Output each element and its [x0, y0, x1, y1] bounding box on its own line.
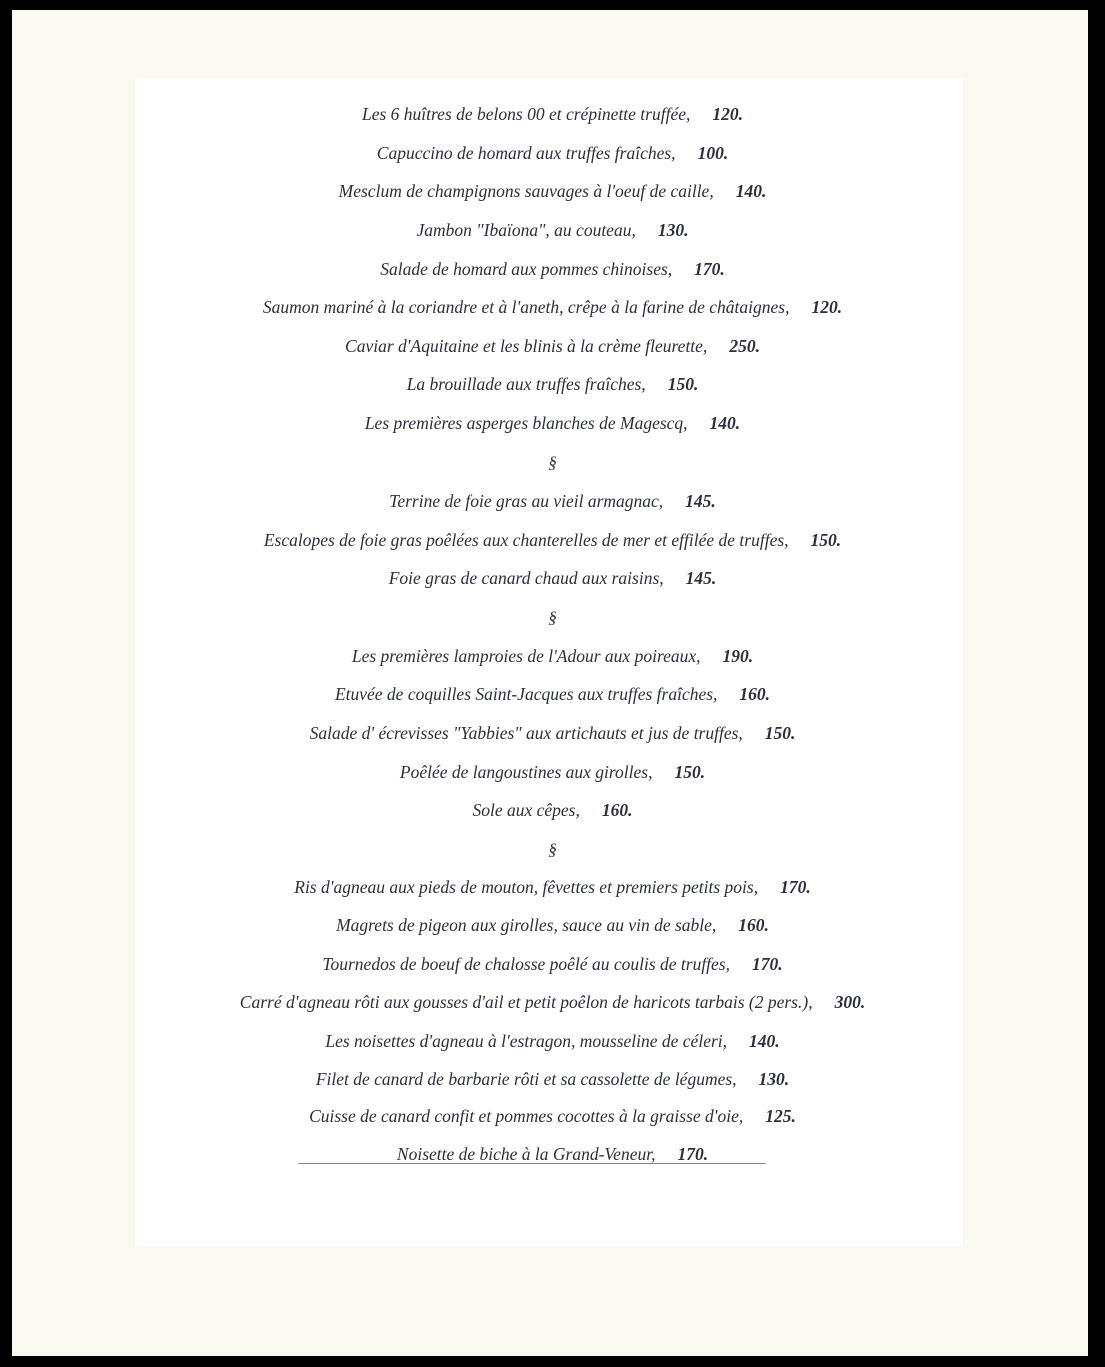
dish-price: 150. — [667, 374, 699, 394]
dish-price: 120. — [811, 297, 843, 317]
menu-item — [0, 914, 1105, 936]
dish-price: 120. — [712, 104, 743, 124]
dish-price: 250. — [729, 336, 760, 356]
menu-item — [0, 991, 1105, 1013]
menu-item — [0, 335, 1105, 357]
dish-name: Ris d'agneau aux pieds de mouton, fêvettes et premiers petits pois, — [294, 877, 759, 897]
dish-name: Cuisse de canard confit et pommes cocottes à la graisse d'oie, — [309, 1106, 744, 1126]
closing-rule — [298, 1163, 766, 1164]
menu-item — [0, 180, 1105, 202]
dish-price: 150. — [674, 762, 706, 782]
menu-item — [0, 683, 1105, 705]
menu-item — [0, 799, 1105, 821]
dish-name: Caviar d'Aquitaine et les blinis à la crème fleurette, — [345, 336, 708, 356]
dish-price: 160. — [601, 800, 633, 820]
menu-item — [0, 219, 1105, 241]
dish-name: La brouillade aux truffes fraîches, — [406, 374, 646, 394]
dish-name: Les premières asperges blanches de Magescq, — [364, 413, 688, 433]
dish-name: Terrine de foie gras au vieil armagnac, — [389, 491, 664, 511]
menu-item — [0, 529, 1105, 551]
dish-name: Tournedos de boeuf de chalosse poêlé au coulis de truffes, — [322, 954, 730, 974]
dish-price: 160. — [738, 915, 769, 935]
section-separator: § — [548, 608, 557, 627]
dish-price: 130. — [657, 220, 689, 240]
dish-price: 160. — [739, 684, 771, 704]
dish-price: 145. — [685, 568, 717, 588]
menu-item — [0, 1143, 1105, 1165]
menu-item — [0, 761, 1105, 783]
dish-name: Mesclum de champignons sauvages à l'oeuf de caille, — [338, 181, 714, 201]
dish-price: 170. — [694, 259, 725, 279]
dish-price: 170. — [752, 954, 783, 974]
dish-price: 150. — [764, 723, 796, 743]
dish-price: 300. — [834, 992, 866, 1012]
menu-item — [0, 412, 1105, 434]
dish-name: Escalopes de foie gras poêlées aux chanterelles de mer et effilée de truffes, — [263, 530, 789, 550]
dish-price: 125. — [765, 1106, 796, 1126]
dish-name: Poêlée de langoustines aux girolles, — [399, 762, 653, 782]
dish-name: Saumon mariné à la coriandre et à l'aneth, crêpe à la farine de châtaignes, — [262, 297, 790, 317]
dish-name: Carré d'agneau rôti aux gousses d'ail et petit poêlon de haricots tarbais (2 pers.), — [239, 992, 813, 1012]
dish-name: Les noisettes d'agneau à l'estragon, mousseline de céleri, — [325, 1031, 728, 1051]
menu-item — [0, 296, 1105, 318]
menu-item — [0, 1030, 1105, 1052]
section-separator: § — [548, 840, 557, 859]
dish-name: Sole aux cêpes, — [472, 800, 580, 820]
dish-price: 170. — [780, 877, 811, 897]
menu-item — [0, 722, 1105, 744]
dish-price: 190. — [722, 646, 754, 666]
dish-price: 140. — [749, 1031, 780, 1051]
menu-item — [0, 953, 1105, 975]
dish-name: Salade de homard aux pommes chinoises, — [380, 259, 673, 279]
dish-name: Magrets de pigeon aux girolles, sauce au vin de sable, — [336, 915, 717, 935]
dish-name: Jambon "Ibaïona", au couteau, — [416, 220, 636, 240]
menu-item — [0, 103, 1105, 125]
dish-name: Les 6 huîtres de belons 00 et crépinette truffée, — [361, 104, 691, 124]
dish-price: 150. — [810, 530, 842, 550]
dish-name: Capuccino de homard aux truffes fraîches, — [376, 143, 676, 163]
menu-item — [0, 490, 1105, 512]
dish-name: Filet de canard de barbarie rôti et sa cassolette de légumes, — [315, 1069, 737, 1089]
menu-item — [0, 373, 1105, 395]
dish-price: 140. — [735, 181, 767, 201]
menu-item — [0, 876, 1105, 898]
menu-item — [0, 1068, 1105, 1090]
dish-price: 170. — [677, 1144, 709, 1164]
menu-item — [0, 142, 1105, 164]
dish-name: Les premières lamproies de l'Adour aux poireaux, — [351, 646, 701, 666]
menu-item — [0, 645, 1105, 667]
dish-price: 130. — [758, 1069, 790, 1089]
menu-item — [0, 258, 1105, 280]
dish-name: Foie gras de canard chaud aux raisins, — [388, 568, 664, 588]
dish-name: Etuvée de coquilles Saint-Jacques aux truffes fraîches, — [334, 684, 718, 704]
dish-price: 140. — [709, 413, 741, 433]
dish-price: 145. — [685, 491, 716, 511]
menu-item — [0, 567, 1105, 589]
section-separator: § — [548, 453, 557, 472]
menu-item — [0, 1105, 1105, 1127]
dish-name: Salade d' écrevisses "Yabbies" aux artichauts et jus de truffes, — [309, 723, 743, 743]
dish-name: Noisette de biche à la Grand-Veneur, — [396, 1144, 656, 1164]
dish-price: 100. — [697, 143, 729, 163]
